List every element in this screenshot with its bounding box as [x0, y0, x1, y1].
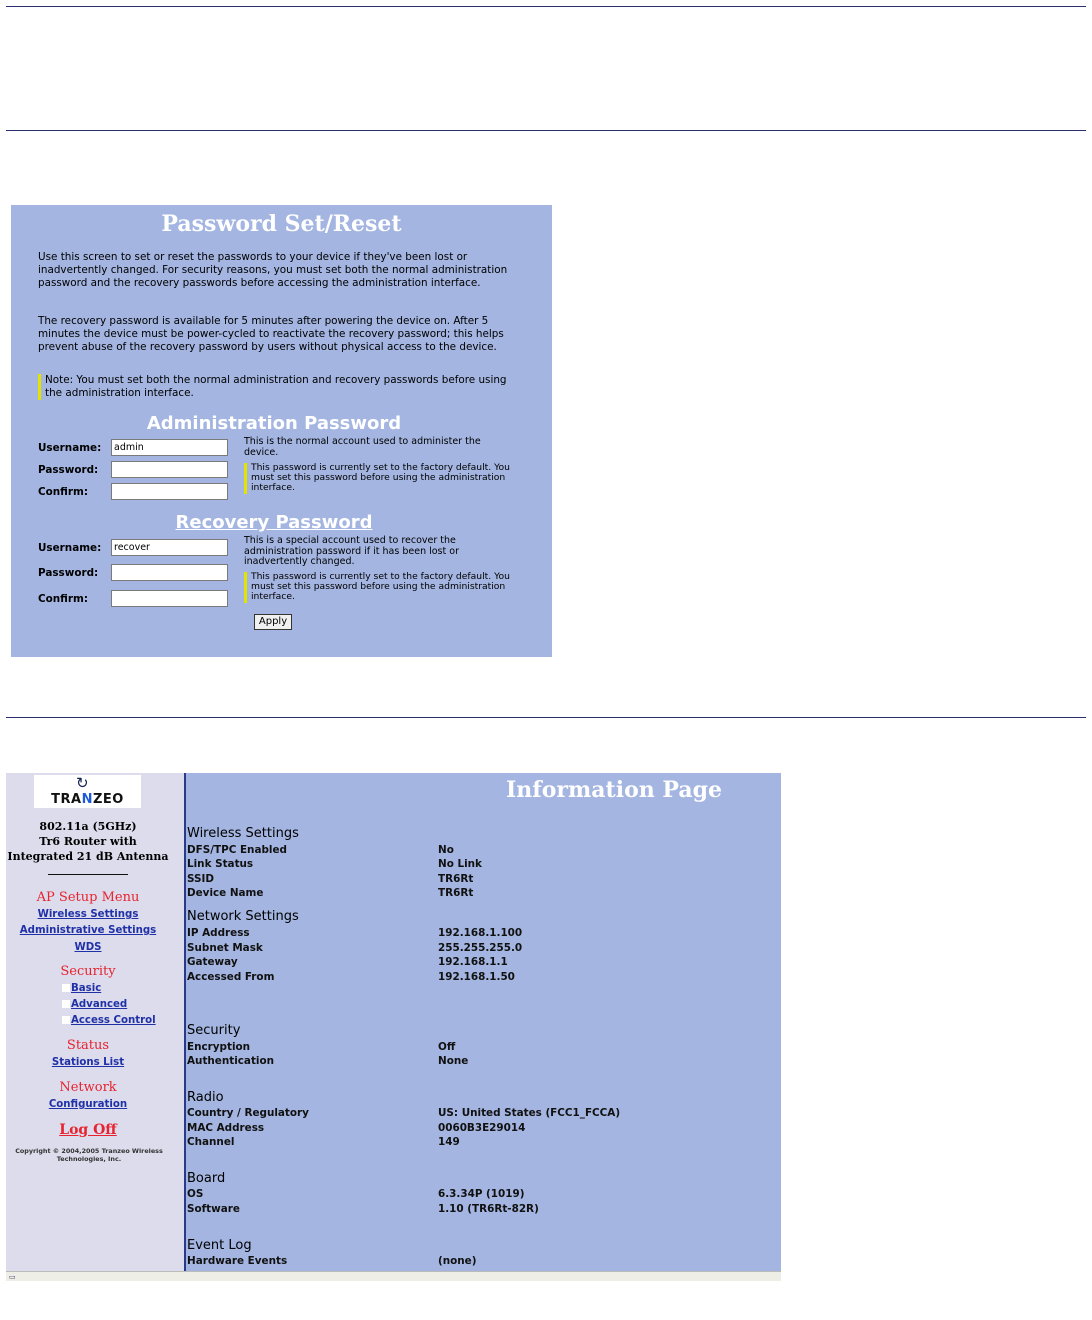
- info-key: Accessed From: [187, 971, 275, 983]
- admin-password-label: Password:: [38, 464, 99, 476]
- wireless-settings-link[interactable]: Wireless Settings: [37, 909, 139, 920]
- info-key: Device Name: [187, 887, 264, 899]
- info-value: 149: [438, 1136, 460, 1148]
- info-key: Country / Regulatory: [187, 1107, 309, 1119]
- info-value: No: [438, 844, 454, 856]
- log-off-link[interactable]: Log Off: [59, 1122, 117, 1138]
- network-menu-heading: Network: [59, 1080, 117, 1095]
- product-line: 802.11a (5GHz): [39, 820, 137, 833]
- divider-1: [6, 130, 1086, 131]
- recovery-password-heading: Recovery Password: [175, 512, 373, 533]
- info-value: No Link: [438, 858, 482, 870]
- page-title: Password Set/Reset: [161, 211, 402, 237]
- info-key: Software: [187, 1203, 240, 1215]
- info-key: SSID: [187, 873, 214, 885]
- stations-list-link[interactable]: Stations List: [51, 1057, 125, 1068]
- recovery-username-label: Username:: [38, 542, 102, 554]
- admin-factory-warning: This password is currently set to the factory default. You must set this password before using the administration interface.: [244, 463, 513, 494]
- information-page-screen: [6, 773, 781, 1280]
- info-value: 255.255.255.0: [438, 942, 523, 954]
- info-key: Subnet Mask: [187, 942, 263, 954]
- copyright: [8, 1147, 170, 1163]
- recovery-password-input[interactable]: [111, 564, 228, 581]
- browser-status-bar: [6, 1271, 781, 1281]
- administrative-settings-link[interactable]: Administrative Settings: [19, 925, 157, 936]
- admin-password-input[interactable]: [111, 461, 228, 478]
- intro-paragraph: Use this screen to set or reset the passwords to your device if they've been lost or inadvertently changed. For security reasons, you must set both the normal administration password and the recovery passwords before accessing the administration interface.: [38, 251, 508, 289]
- info-value: 1.10 (TR6Rt-82R): [438, 1203, 539, 1215]
- info-value: 192.168.1.50: [438, 971, 515, 983]
- admin-username-input[interactable]: admin: [111, 439, 228, 456]
- info-key: Hardware Events: [187, 1255, 288, 1267]
- admin-confirm-input[interactable]: [111, 483, 228, 500]
- page-title: Information Page: [506, 777, 722, 803]
- info-value: US: United States (FCC1_FCCA): [438, 1107, 621, 1119]
- info-key: Authentication: [187, 1055, 275, 1067]
- product-divider: [48, 874, 128, 875]
- info-value: None: [438, 1055, 469, 1067]
- admin-username-label: Username:: [38, 442, 102, 454]
- tranzeo-mark-icon: ↻: [76, 774, 89, 792]
- admin-confirm-label: Confirm:: [38, 486, 88, 498]
- recovery-factory-warning: This password is currently set to the factory default. You must set this password before using the administration interface.: [244, 572, 513, 603]
- recovery-account-description: This is a special account used to recover the administration password if it has been lost or inadvertently changed.: [244, 535, 459, 567]
- info-value: 192.168.1.1: [438, 956, 508, 968]
- page-status-icon: ▭: [9, 1273, 16, 1281]
- recovery-confirm-label: Confirm:: [38, 593, 88, 605]
- event-log-heading: Event Log: [187, 1238, 252, 1253]
- network-settings-heading: Network Settings: [187, 909, 299, 924]
- recovery-username-input[interactable]: recover: [111, 539, 228, 556]
- info-key: MAC Address: [187, 1122, 265, 1134]
- info-value: (none): [438, 1255, 477, 1267]
- recovery-confirm-input[interactable]: [111, 590, 228, 607]
- divider-top: [6, 6, 1086, 7]
- divider-2: [6, 717, 1086, 718]
- tranzeo-logo: [34, 775, 141, 808]
- wds-link[interactable]: WDS: [74, 942, 102, 953]
- security-menu-heading: Security: [60, 964, 116, 979]
- bullet-icon: [62, 984, 70, 992]
- product-description: [6, 819, 170, 864]
- basic-link[interactable]: Basic: [62, 983, 101, 994]
- info-key: Link Status: [187, 858, 254, 870]
- info-value: 0060B3E29014: [438, 1122, 526, 1134]
- info-value: TR6Rt: [438, 873, 474, 885]
- copyright-line: Copyright © 2004,2005 Tranzeo Wireless: [15, 1147, 163, 1155]
- recovery-info-paragraph: The recovery password is available for 5 minutes after powering the device on. After 5 minutes the device must be power-cycled to reactivate the recovery password; this helps prevent abuse of the recovery password by users without physical access to the device.: [38, 315, 504, 353]
- info-value: 192.168.1.100: [438, 927, 523, 939]
- copyright-line: Technologies, Inc.: [56, 1155, 122, 1163]
- sidebar: [6, 773, 184, 1271]
- admin-account-description: This is the normal account used to administer the device.: [244, 436, 481, 458]
- main-content: [186, 773, 781, 1271]
- board-heading: Board: [187, 1171, 226, 1186]
- password-set-reset-screen: [11, 205, 552, 657]
- configuration-link[interactable]: Configuration: [48, 1099, 128, 1110]
- product-line: Integrated 21 dB Antenna: [7, 850, 169, 863]
- info-key: DFS/TPC Enabled: [187, 844, 287, 856]
- info-key: Encryption: [187, 1041, 251, 1053]
- logo-text: TRANZEO: [51, 792, 124, 807]
- note-callout: Note: You must set both the normal administration and recovery passwords before using the administration interface.: [38, 374, 515, 400]
- info-key: Gateway: [187, 956, 238, 968]
- bullet-icon: [62, 1016, 70, 1024]
- status-menu-heading: Status: [66, 1038, 110, 1053]
- info-value: Off: [438, 1041, 456, 1053]
- ap-setup-menu-heading: AP Setup Menu: [36, 890, 140, 905]
- access-control-link[interactable]: Access Control: [62, 1015, 156, 1026]
- advanced-link[interactable]: Advanced: [62, 999, 127, 1010]
- recovery-password-label: Password:: [38, 567, 99, 579]
- bullet-icon: [62, 1000, 70, 1008]
- info-key: Channel: [187, 1136, 235, 1148]
- wireless-settings-heading: Wireless Settings: [187, 826, 299, 841]
- info-key: IP Address: [187, 927, 250, 939]
- info-value: 6.3.34P (1019): [438, 1188, 525, 1200]
- info-value: TR6Rt: [438, 887, 474, 899]
- radio-heading: Radio: [187, 1090, 224, 1105]
- info-key: OS: [187, 1188, 204, 1200]
- security-heading: Security: [187, 1023, 241, 1038]
- apply-button[interactable]: Apply: [254, 614, 292, 630]
- product-line: Tr6 Router with: [39, 835, 137, 848]
- admin-password-heading: Administration Password: [146, 413, 402, 434]
